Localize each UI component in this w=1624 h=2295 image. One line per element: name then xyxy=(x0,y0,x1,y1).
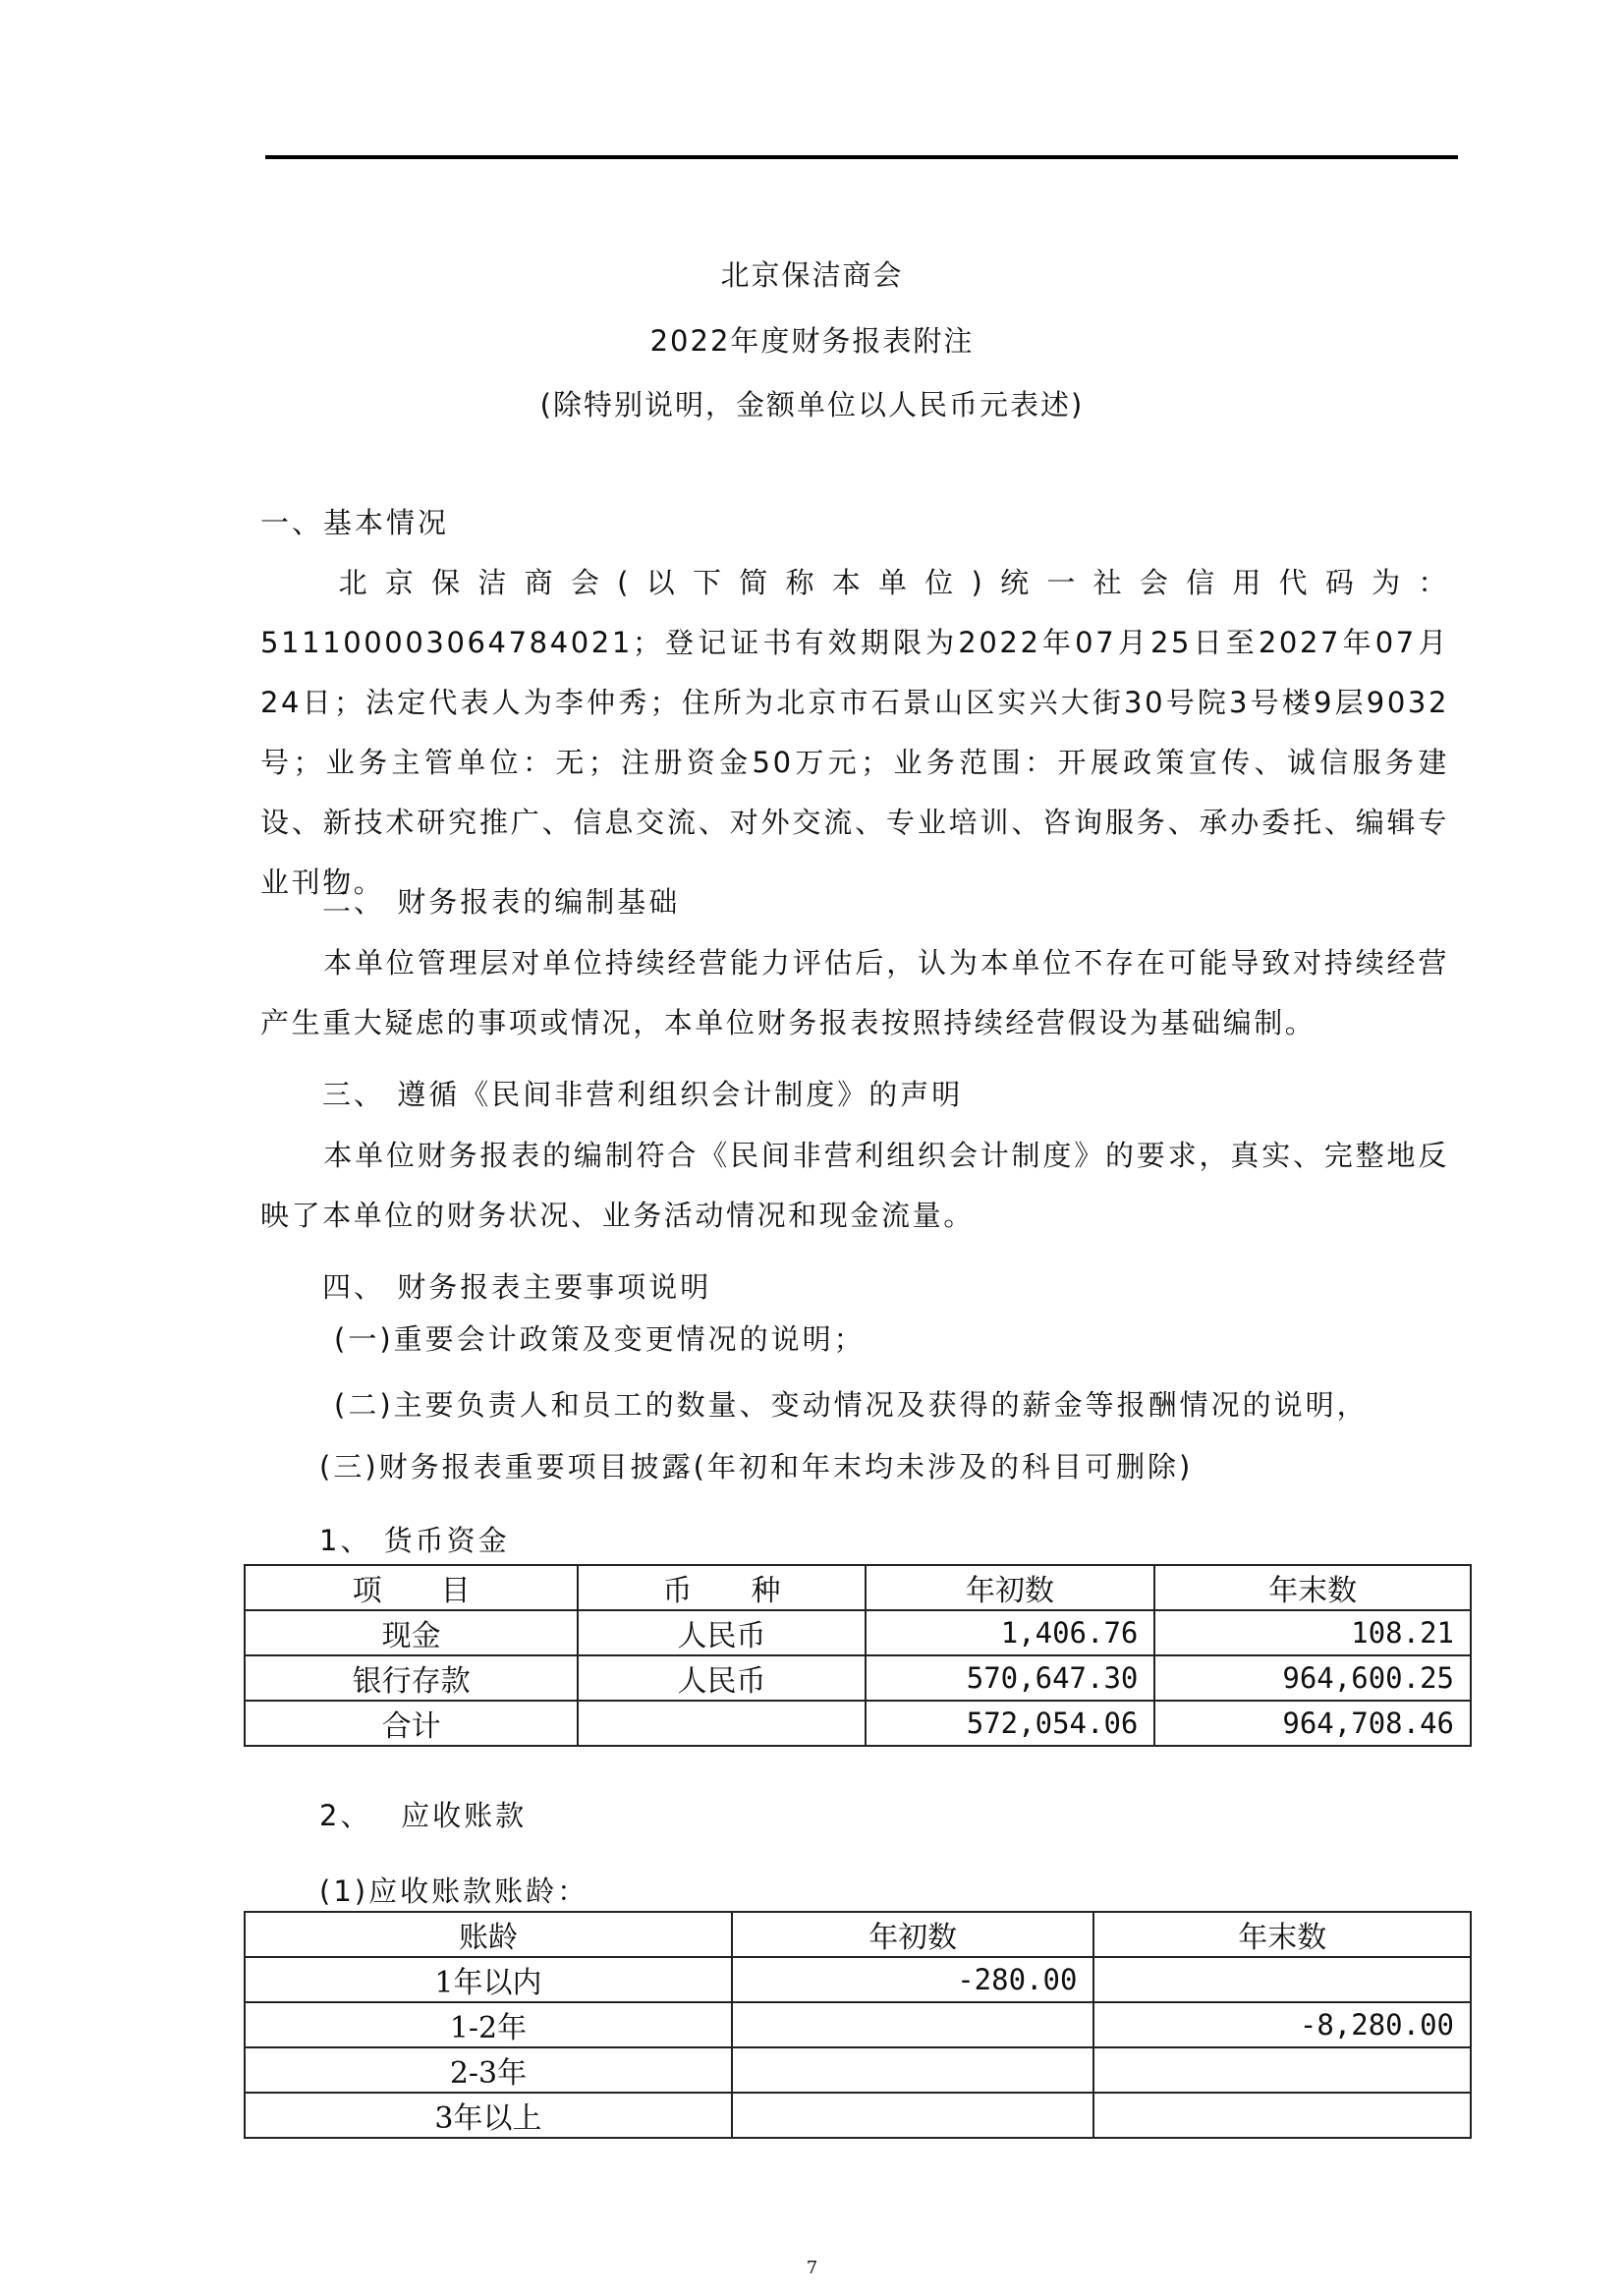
section-4-item-1: (一)重要会计政策及变更情况的说明； xyxy=(334,1322,866,1356)
table-cell: 1年以内 xyxy=(245,1957,732,2002)
cash-section-title: 1、 货币资金 xyxy=(319,1524,510,1557)
cash-table xyxy=(244,1564,1472,1747)
table-cell: 合计 xyxy=(245,1701,578,1746)
receivables-subtitle: (1)应收账款账龄： xyxy=(319,1875,589,1908)
section-3-title: 三、 遵循《民间非营利组织会计制度》的声明 xyxy=(322,1078,964,1111)
column-header: 年末数 xyxy=(1093,1912,1471,1957)
column-header: 年初数 xyxy=(732,1912,1093,1957)
header-rule xyxy=(265,155,1458,159)
section-4-title: 四、 财务报表主要事项说明 xyxy=(322,1270,712,1304)
table-cell xyxy=(732,2047,1093,2093)
table-cell: 1,406.76 xyxy=(866,1610,1155,1655)
section-1-title: 一、基本情况 xyxy=(260,506,450,539)
section-2-body xyxy=(260,933,1449,1053)
table-cell: 人民币 xyxy=(578,1610,865,1655)
section-4-item-2: (二)主要负责人和员工的数量、变动情况及获得的薪金等报酬情况的说明， xyxy=(334,1388,1369,1422)
table-row xyxy=(245,1610,1471,1655)
table-row xyxy=(245,1655,1471,1701)
table-cell: 570,647.30 xyxy=(866,1655,1155,1701)
table-header-row xyxy=(245,1912,1471,1957)
section-3-text: 本单位财务报表的编制符合《民间非营利组织会计制度》的要求，真实、完整地反映了本单位的财务状况、业务活动情况和现金流量。 xyxy=(260,1139,1449,1232)
table-cell xyxy=(578,1701,865,1746)
table-header-row xyxy=(245,1565,1471,1610)
column-header: 币 种 xyxy=(578,1565,865,1610)
table-cell xyxy=(1093,2047,1471,2093)
unit-note: (除特别说明，金额单位以人民币元表述) xyxy=(539,388,1085,421)
section-2-text: 本单位管理层对单位持续经营能力评估后，认为本单位不存在可能导致对持续经营产生重大疑虑的事项或情况，本单位财务报表按照持续经营假设为基础编制。 xyxy=(260,946,1449,1039)
table-row xyxy=(245,2002,1471,2047)
report-title: 2022年度财务报表附注 xyxy=(649,324,975,358)
table-cell: 964,708.46 xyxy=(1154,1701,1471,1746)
table-row xyxy=(245,1701,1471,1746)
table-cell: 572,054.06 xyxy=(866,1701,1155,1746)
column-header: 账龄 xyxy=(245,1912,732,1957)
section-4-item-3: (三)财务报表重要项目披露(年初和年末均未涉及的科目可删除) xyxy=(319,1450,1194,1483)
table-cell: 964,600.25 xyxy=(1154,1655,1471,1701)
section-2-title: 二、 财务报表的编制基础 xyxy=(322,885,681,919)
table-row xyxy=(245,1957,1471,2002)
table-cell: 2-3年 xyxy=(245,2047,732,2093)
table-cell xyxy=(732,2093,1093,2138)
receivables-section-title: 2、 应收账款 xyxy=(319,1799,528,1832)
table-cell xyxy=(1093,1957,1471,2002)
table-cell: 1-2年 xyxy=(245,2002,732,2047)
org-name: 北京保洁商会 xyxy=(720,258,904,292)
page-number: 7 xyxy=(806,2258,818,2278)
table-cell: 人民币 xyxy=(578,1655,865,1701)
table-row xyxy=(245,2047,1471,2093)
table-cell: -8,280.00 xyxy=(1093,2002,1471,2047)
table-cell: 3年以上 xyxy=(245,2093,732,2138)
column-header: 年末数 xyxy=(1154,1565,1471,1610)
table-cell: 现金 xyxy=(245,1610,578,1655)
table-cell xyxy=(732,2002,1093,2047)
column-header: 项 目 xyxy=(245,1565,578,1610)
table-cell: -280.00 xyxy=(732,1957,1093,2002)
table-cell: 108.21 xyxy=(1154,1610,1471,1655)
table-cell: 银行存款 xyxy=(245,1655,578,1701)
receivables-aging-table xyxy=(244,1911,1472,2139)
section-1-body xyxy=(260,553,1449,913)
table-row xyxy=(245,2093,1471,2138)
section-1-text: 北京保洁商会(以下简称本单位)统一社会信用代码为：511100003064784021；登记证书有效期限为2022年07月25日至2027年07月24日；法定代表人为李仲秀；住所为北京市石景山区实兴大街30号院3号楼9层9032号；业务主管单位：无；注册资金50万元；业务范围：开展政策宣传、诚信服务建设、新技术研究推广、信息交流、对外交流、专业培训、咨询服务、承办委托、编辑专业刊物。 xyxy=(260,566,1449,899)
table-cell xyxy=(1093,2093,1471,2138)
column-header: 年初数 xyxy=(866,1565,1155,1610)
section-3-body xyxy=(260,1126,1449,1246)
